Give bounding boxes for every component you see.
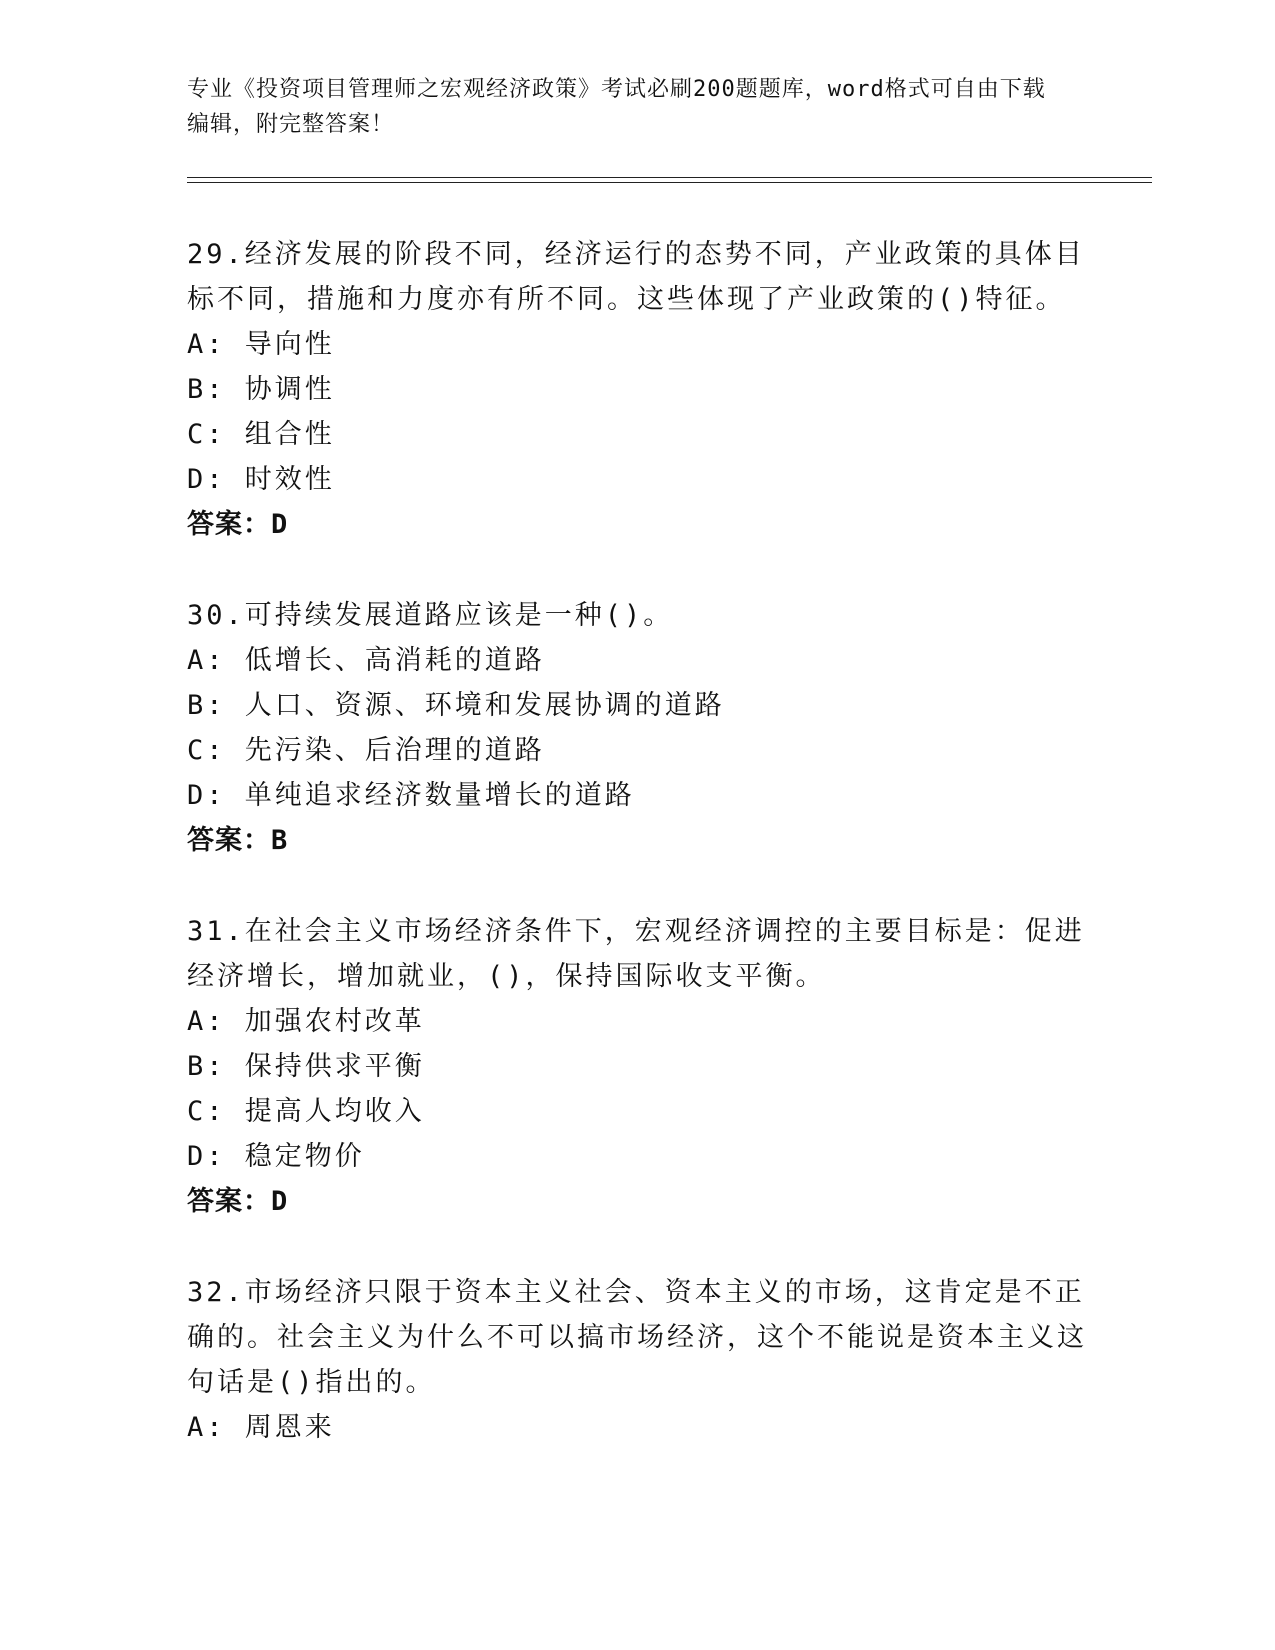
question-number: 30. bbox=[187, 600, 245, 631]
option-a: A: 加强农村改革 bbox=[187, 1006, 425, 1037]
question-30 bbox=[187, 593, 1087, 864]
question-text bbox=[187, 909, 1087, 999]
answer: 答案：D bbox=[187, 509, 289, 540]
option-a: A: 周恩来 bbox=[187, 1412, 335, 1443]
option-d: D: 单纯追求经济数量增长的道路 bbox=[187, 780, 635, 811]
question-stem: 可持续发展道路应该是一种()。 bbox=[244, 600, 674, 631]
option-b: B: 保持供求平衡 bbox=[187, 1051, 425, 1082]
question-stem: 在社会主义市场经济条件下，宏观经济调控的主要目标是：促进经济增长，增加就业，()，保持国际收支平衡。 bbox=[187, 916, 1085, 992]
answer: 答案：B bbox=[187, 825, 289, 856]
option-b: B: 人口、资源、环境和发展协调的道路 bbox=[187, 690, 725, 721]
question-text bbox=[187, 1270, 1087, 1405]
option-a: A: 导向性 bbox=[187, 329, 335, 360]
option-a: A: 低增长、高消耗的道路 bbox=[187, 645, 545, 676]
header-rule-bottom bbox=[187, 182, 1152, 183]
option-b: B: 协调性 bbox=[187, 374, 335, 405]
document-header: 专业《投资项目管理师之宏观经济政策》考试必刷200题题库，word格式可自由下载编辑，附完整答案！ bbox=[187, 77, 1046, 137]
question-number: 31. bbox=[187, 916, 245, 947]
option-c: C: 先污染、后治理的道路 bbox=[187, 735, 545, 766]
question-stem: 市场经济只限于资本主义社会、资本主义的市场，这肯定是不正确的。社会主义为什么不可以搞市场经济，这个不能说是资本主义这句话是()指出的。 bbox=[187, 1277, 1087, 1398]
question-31 bbox=[187, 909, 1087, 1225]
answer: 答案：D bbox=[187, 1186, 289, 1217]
question-stem: 经济发展的阶段不同，经济运行的态势不同，产业政策的具体目标不同，措施和力度亦有所不同。这些体现了产业政策的()特征。 bbox=[187, 239, 1085, 315]
option-d: D: 时效性 bbox=[187, 464, 335, 495]
option-c: C: 组合性 bbox=[187, 419, 335, 450]
question-29 bbox=[187, 232, 1087, 548]
question-list bbox=[187, 232, 1087, 1495]
question-number: 29. bbox=[187, 239, 245, 270]
option-c: C: 提高人均收入 bbox=[187, 1096, 425, 1127]
question-number: 32. bbox=[187, 1277, 245, 1308]
question-32 bbox=[187, 1270, 1087, 1450]
header-rule-top bbox=[187, 177, 1152, 178]
option-d: D: 稳定物价 bbox=[187, 1141, 365, 1172]
question-text bbox=[187, 593, 1087, 638]
question-text bbox=[187, 232, 1087, 322]
